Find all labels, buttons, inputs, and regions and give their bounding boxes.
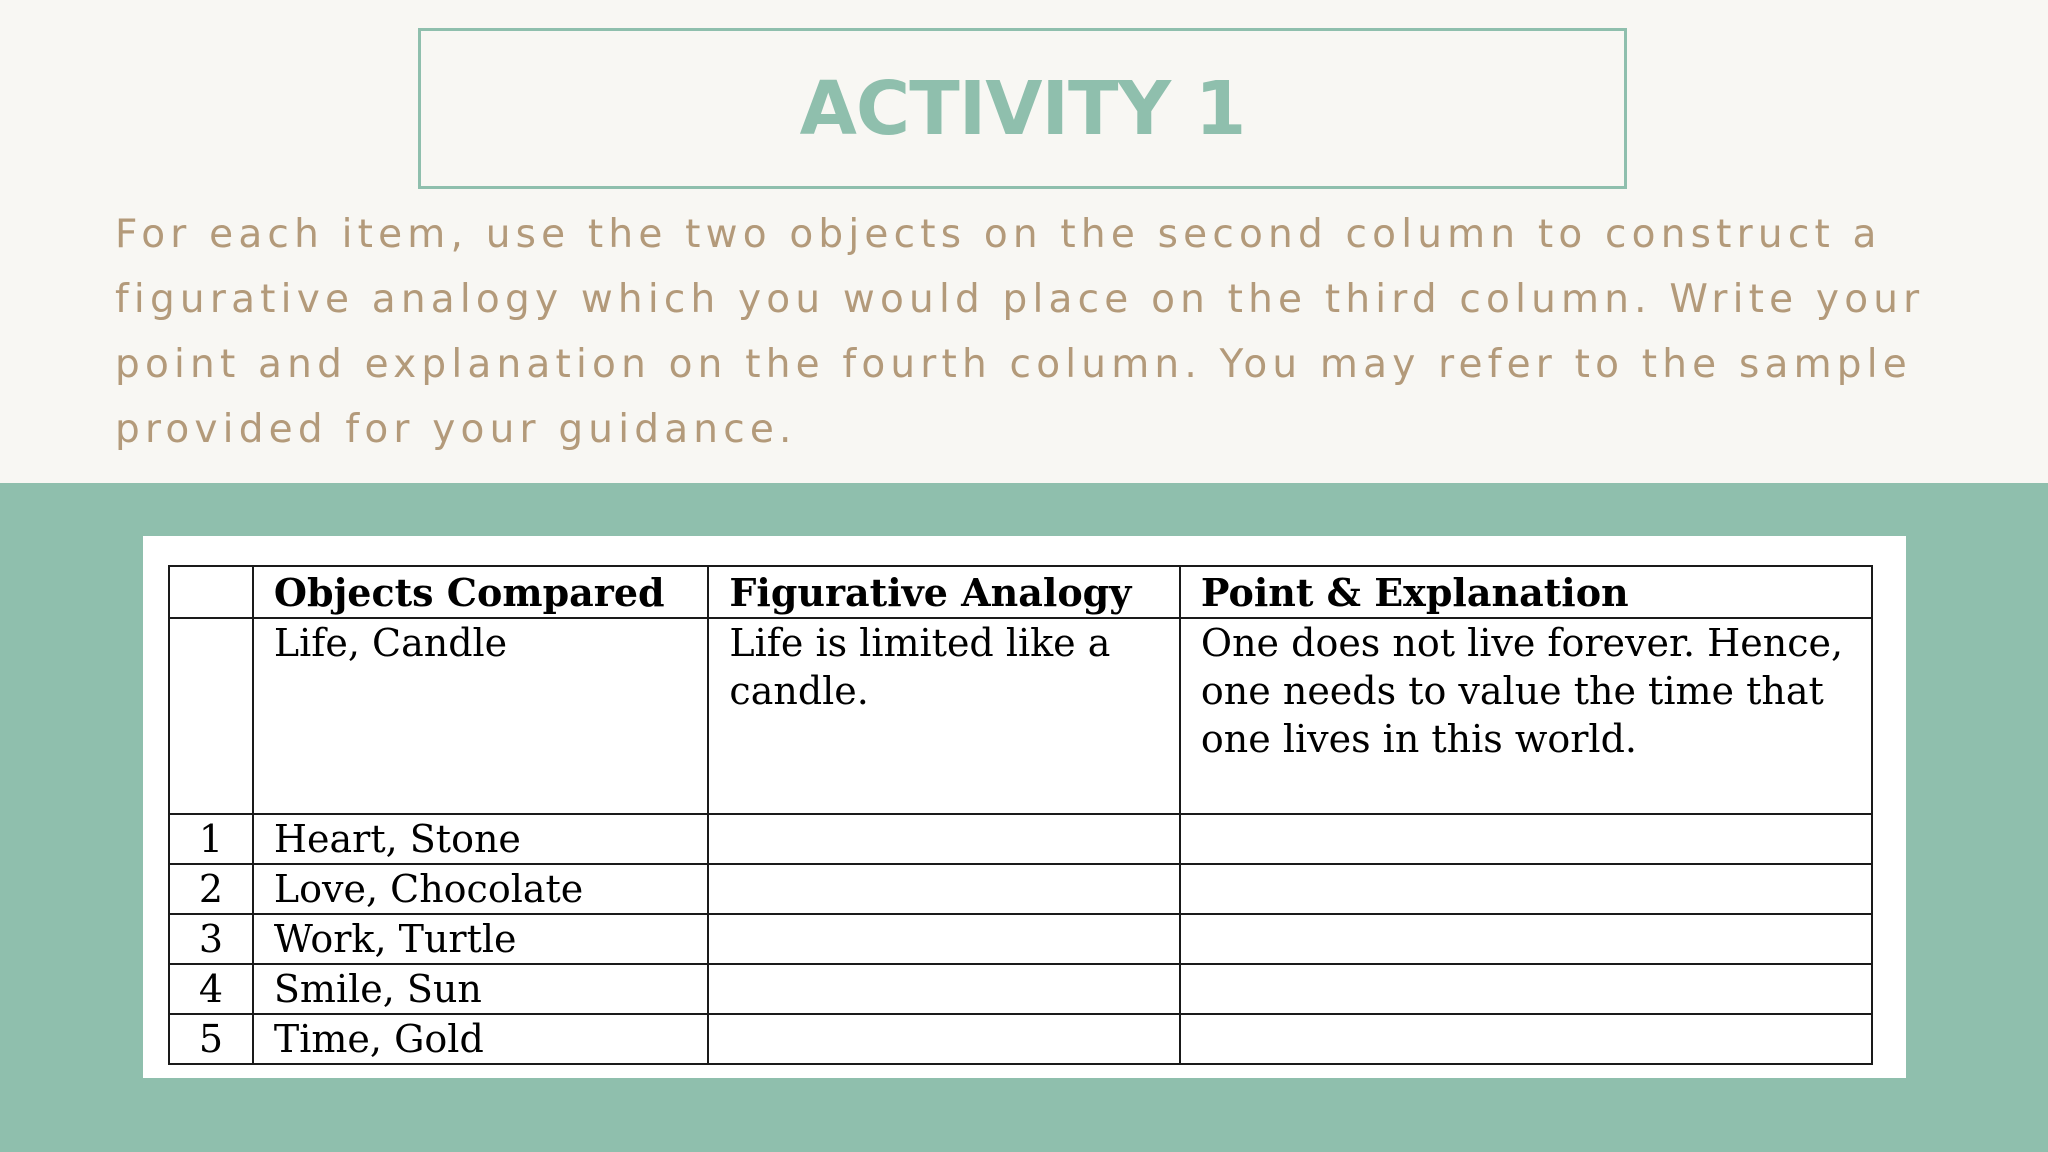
explanation-cell[interactable] <box>1180 814 1872 864</box>
sample-row <box>169 618 1872 814</box>
title-box <box>418 28 1627 189</box>
objects-cell: Love, Chocolate <box>253 864 709 914</box>
table-row <box>169 914 1872 964</box>
explanation-cell: One does not live forever. Hence, one needs to value the time that one lives in this world. <box>1180 618 1872 814</box>
row-number: 3 <box>169 914 253 964</box>
header-number <box>169 566 253 618</box>
header-figurative-analogy: Figurative Analogy <box>708 566 1180 618</box>
analogy-cell[interactable] <box>708 814 1180 864</box>
row-number: 4 <box>169 964 253 1014</box>
objects-cell: Heart, Stone <box>253 814 709 864</box>
row-number <box>169 618 253 814</box>
objects-cell: Time, Gold <box>253 1014 709 1064</box>
row-number: 1 <box>169 814 253 864</box>
objects-cell: Work, Turtle <box>253 914 709 964</box>
activity-title: ACTIVITY 1 <box>799 65 1246 152</box>
table-row <box>169 1014 1872 1064</box>
explanation-cell[interactable] <box>1180 914 1872 964</box>
analogy-cell[interactable] <box>708 914 1180 964</box>
explanation-cell[interactable] <box>1180 864 1872 914</box>
objects-cell: Smile, Sun <box>253 964 709 1014</box>
row-number: 2 <box>169 864 253 914</box>
analogy-cell[interactable] <box>708 1014 1180 1064</box>
objects-cell: Life, Candle <box>253 618 709 814</box>
header-objects-compared: Objects Compared <box>253 566 709 618</box>
table-row <box>169 964 1872 1014</box>
header-point-explanation: Point & Explanation <box>1180 566 1872 618</box>
analogy-cell[interactable] <box>708 964 1180 1014</box>
instructions-text: For each item, use the two objects on the second column to construct a figurative analogy which you would place on the third column. Write your point and explanation on the fourth column. You may refer to the sample provided for your guidance. <box>115 212 1925 452</box>
row-number: 5 <box>169 1014 253 1064</box>
table-header-row <box>169 566 1872 618</box>
table-row <box>169 814 1872 864</box>
explanation-cell[interactable] <box>1180 1014 1872 1064</box>
analogy-cell: Life is limited like a candle. <box>708 618 1180 814</box>
analogy-cell[interactable] <box>708 864 1180 914</box>
table-row <box>169 864 1872 914</box>
activity-table <box>168 565 1873 1065</box>
explanation-cell[interactable] <box>1180 964 1872 1014</box>
